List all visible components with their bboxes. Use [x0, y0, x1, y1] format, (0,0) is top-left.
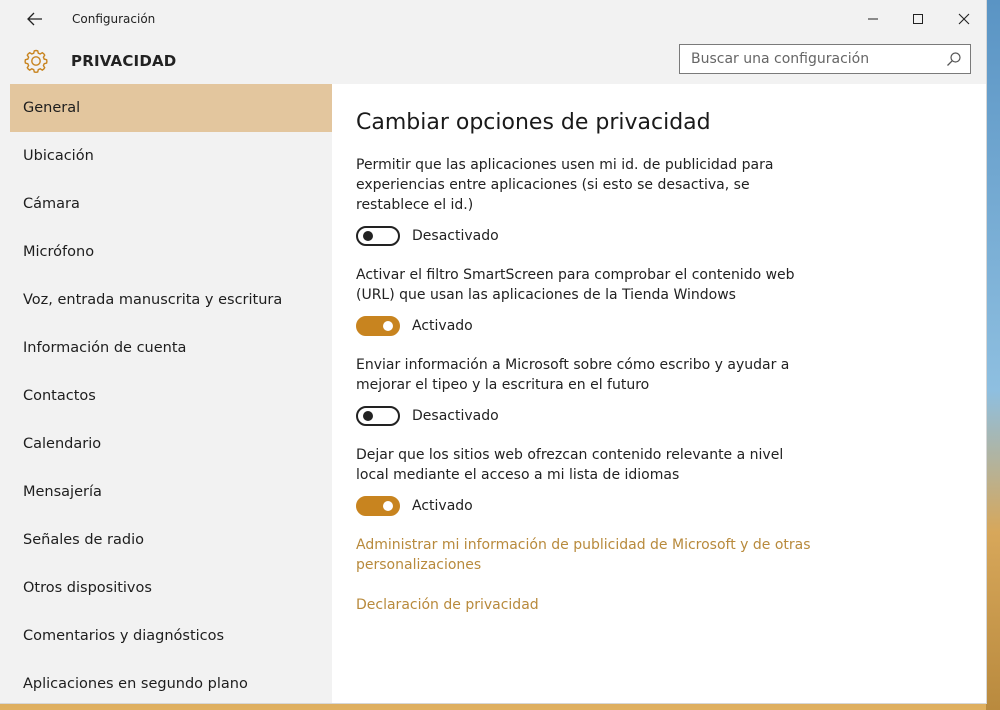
sidebar-item-label: Calendario — [23, 436, 102, 452]
manage-ad-info-link[interactable]: Administrar mi información de publicidad de Microsoft y de otras personalizaciones — [356, 537, 811, 573]
sidebar-item-segundo-plano[interactable] — [10, 660, 332, 703]
desktop-background — [986, 0, 1000, 710]
search-icon[interactable] — [946, 51, 962, 67]
sidebar-item-label: Aplicaciones en segundo plano — [23, 676, 248, 692]
sidebar-item-microfono[interactable] — [10, 228, 332, 276]
sidebar-item-contactos[interactable] — [10, 372, 332, 420]
toggle-state-label: Desactivado — [412, 408, 499, 424]
sidebar-item-ubicacion[interactable] — [10, 132, 332, 180]
window-title: Configuración — [72, 12, 156, 26]
toggle-knob — [363, 411, 373, 421]
toggle-row — [356, 496, 806, 516]
setting-description: Enviar información a Microsoft sobre cómo escribo y ayudar a mejorar el tipeo y la escritura en el futuro — [356, 357, 790, 393]
close-button[interactable] — [941, 0, 987, 38]
sidebar — [10, 84, 332, 703]
toggle-state-label: Activado — [412, 318, 473, 334]
toggle-knob — [363, 231, 373, 241]
section-heading: Cambiar opciones de privacidad — [356, 110, 711, 135]
sidebar-item-label: General — [23, 100, 81, 116]
toggle-knob — [383, 321, 393, 331]
setting-advertising-id — [356, 155, 806, 246]
sidebar-item-label: Contactos — [23, 388, 96, 404]
toggle-row — [356, 406, 806, 426]
search-input[interactable] — [680, 50, 943, 68]
sidebar-item-calendario[interactable] — [10, 420, 332, 468]
sidebar-item-mensajeria[interactable] — [10, 468, 332, 516]
gear-icon — [22, 47, 50, 75]
minimize-icon — [867, 13, 879, 25]
sidebar-item-senales-radio[interactable] — [10, 516, 332, 564]
maximize-icon — [912, 13, 924, 25]
setting-description: Permitir que las aplicaciones usen mi id. de publicidad para experiencias entre aplicaciones (si esto se desactiva, se restablece el id.) — [356, 157, 774, 213]
title-bar — [0, 0, 986, 38]
page-header — [0, 38, 986, 84]
sidebar-item-label: Micrófono — [23, 244, 95, 260]
back-button[interactable] — [18, 6, 52, 32]
setting-language-list — [356, 445, 806, 516]
toggle-row — [356, 316, 806, 336]
sidebar-item-label: Otros dispositivos — [23, 580, 152, 596]
privacy-statement-link[interactable]: Declaración de privacidad — [356, 597, 539, 613]
sidebar-item-label: Cámara — [23, 196, 80, 212]
sidebar-item-comentarios[interactable] — [10, 612, 332, 660]
toggle-knob — [383, 501, 393, 511]
sidebar-item-label: Señales de radio — [23, 532, 144, 548]
sidebar-item-label: Voz, entrada manuscrita y escritura — [23, 292, 283, 308]
sidebar-item-otros-dispositivos[interactable] — [10, 564, 332, 612]
advertising-id-toggle[interactable] — [356, 226, 400, 246]
maximize-button[interactable] — [895, 0, 941, 38]
sidebar-item-general[interactable] — [10, 84, 332, 132]
toggle-row — [356, 226, 806, 246]
sidebar-item-label: Mensajería — [23, 484, 102, 500]
sidebar-item-informacion-cuenta[interactable] — [10, 324, 332, 372]
minimize-button[interactable] — [850, 0, 896, 38]
toggle-state-label: Desactivado — [412, 228, 499, 244]
toggle-state-label: Activado — [412, 498, 473, 514]
setting-smartscreen — [356, 265, 806, 336]
setting-typing-info — [356, 355, 806, 426]
smartscreen-toggle[interactable] — [356, 316, 400, 336]
close-icon — [958, 13, 970, 25]
page-title: PRIVACIDAD — [71, 52, 177, 70]
setting-description: Dejar que los sitios web ofrezcan contenido relevante a nivel local mediante el acceso a mi lista de idiomas — [356, 447, 784, 483]
sidebar-item-label: Comentarios y diagnósticos — [23, 628, 225, 644]
sidebar-item-voz[interactable] — [10, 276, 332, 324]
back-arrow-icon — [27, 12, 43, 26]
sidebar-item-label: Información de cuenta — [23, 340, 187, 356]
main-content — [332, 84, 986, 703]
sidebar-item-camara[interactable] — [10, 180, 332, 228]
setting-description: Activar el filtro SmartScreen para comprobar el contenido web (URL) que usan las aplicaciones de la Tienda Windows — [356, 267, 795, 303]
typing-info-toggle[interactable] — [356, 406, 400, 426]
search-box[interactable] — [679, 44, 971, 74]
sidebar-item-label: Ubicación — [23, 148, 94, 164]
language-list-toggle[interactable] — [356, 496, 400, 516]
